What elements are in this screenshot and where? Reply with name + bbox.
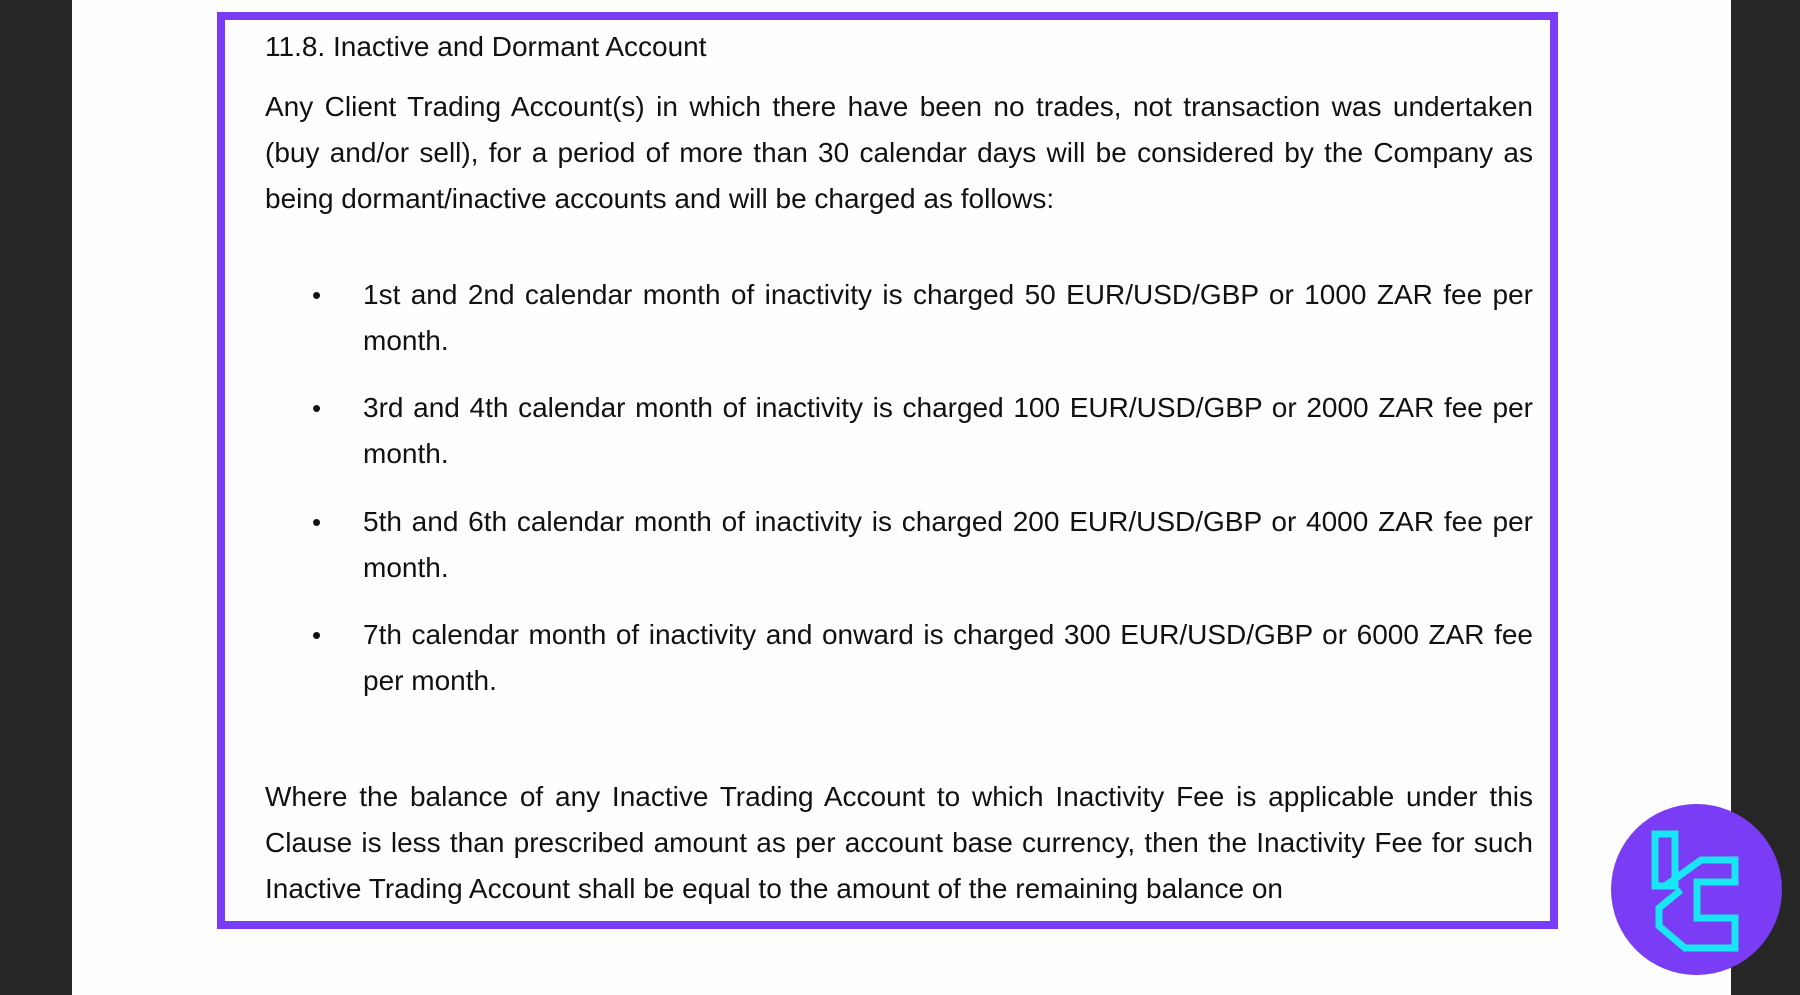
fee-item-text: 1st and 2nd calendar month of inactivity is charged 50 EUR/USD/GBP or 1000 ZAR fee per month. xyxy=(363,279,1533,356)
intro-paragraph: Any Client Trading Account(s) in which there have been no trades, not transaction was undertaken (buy and/or sell), for a period of more than 30 calendar days will be considered by the Company as being dormant/inactive accounts and will be charged as follows: xyxy=(265,91,1533,214)
bullet-icon: • xyxy=(312,620,322,650)
tc-logo-icon xyxy=(1611,804,1782,975)
fee-list-item xyxy=(265,272,1533,364)
bullet-icon: • xyxy=(312,393,322,423)
fee-list-item xyxy=(265,612,1533,704)
watermark-logo xyxy=(1611,804,1782,975)
fee-item-text: 7th calendar month of inactivity and onward is charged 300 EUR/USD/GBP or 6000 ZAR fee per month. xyxy=(363,619,1533,696)
document-content xyxy=(265,28,1533,904)
closing-paragraph: Where the balance of any Inactive Trading Account to which Inactivity Fee is applicable under this Clause is less than prescribed amount as per account base currency, then the Inactivity Fee for such Inactive Trading Account shall be equal to the amount of the remaining balance on xyxy=(265,781,1533,904)
bullet-icon: • xyxy=(312,507,322,537)
bullet-icon: • xyxy=(312,280,322,310)
fee-list xyxy=(265,272,1533,724)
fee-list-item xyxy=(265,499,1533,591)
fee-item-text: 3rd and 4th calendar month of inactivity is charged 100 EUR/USD/GBP or 2000 ZAR fee per month. xyxy=(363,392,1533,469)
fee-item-text: 5th and 6th calendar month of inactivity is charged 200 EUR/USD/GBP or 4000 ZAR fee per month. xyxy=(363,506,1533,583)
fee-list-item xyxy=(265,385,1533,477)
section-heading: 11.8. Inactive and Dormant Account xyxy=(265,31,707,62)
